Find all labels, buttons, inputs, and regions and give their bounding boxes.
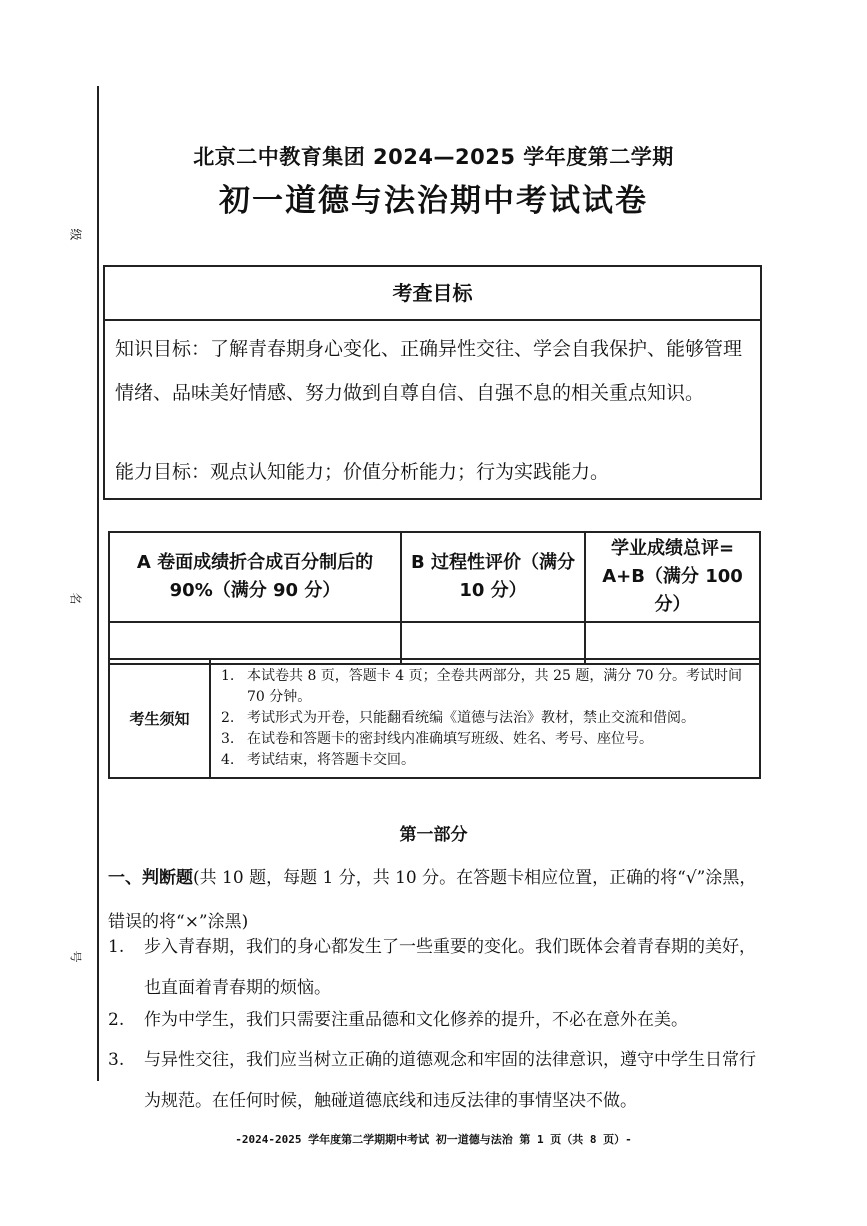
- score-col-a: A 卷面成绩折合成百分制后的 90%（满分 90 分）: [109, 532, 401, 622]
- section-instructions: (共 10 题，每题 1 分，共 10 分。在答题卡相应位置，正确的将“√”涂黑，错误的将“×”涂黑): [108, 868, 757, 932]
- notice-label: 考生须知: [109, 659, 210, 778]
- notice-item: 3. 在试卷和答题卡的密封线内准确填写班级、姓名、考号、座位号。: [221, 731, 653, 747]
- page-footer: -2024-2025 学年度第二学期期中考试 初一道德与法治 第 1 页（共 8 页）-: [235, 1133, 632, 1146]
- score-col-c: 学业成绩总评= A+B（满分 100 分）: [585, 532, 760, 622]
- question-item: 3. 与异性交往，我们应当树立正确的道德观念和牢固的法律意识，遵守中学生日常行为规范。在任何时候，触碰道德底线和违反法律的事情坚决不做。: [108, 1050, 756, 1111]
- objectives-box: [103, 265, 762, 500]
- ability-objective: 能力目标：观点认知能力；价值分析能力；行为实践能力。: [115, 461, 610, 483]
- objectives-heading: 考查目标: [105, 267, 760, 321]
- notice-body: [210, 659, 760, 778]
- exam-title: 初一道德与法治期中考试试卷: [219, 183, 648, 219]
- question-item: 2. 作为中学生，我们只需要注重品德和文化修养的提升，不必在意外在美。: [108, 1010, 688, 1030]
- notice-item: 1. 本试卷共 8 页，答题卡 4 页；全卷共两部分，共 25 题，满分 70 分。考试时间 70 分钟。: [221, 668, 743, 705]
- exam-header-line1: 北京二中教育集团 2024—2025 学年度第二学期: [193, 145, 674, 169]
- margin-label-class: 级: [68, 228, 83, 241]
- question-item: 1. 步入青春期，我们的身心都发生了一些重要的变化。我们既体会着青春期的美好，也直面着青春期的烦恼。: [108, 937, 756, 998]
- notice-item: 4. 考试结束，将答题卡交回。: [221, 752, 415, 768]
- candidate-notice-table: [108, 658, 761, 779]
- margin-label-number: 号: [68, 950, 83, 963]
- part-one-title: 第一部分: [399, 825, 468, 845]
- notice-item: 2. 考试形式为开卷，只能翻看统编《道德与法治》教材，禁止交流和借阅。: [221, 710, 695, 726]
- knowledge-objective: 知识目标：了解青春期身心变化、正确异性交往、学会自我保护、能够管理情绪、品味美好情感、努力做到自尊自信、自强不息的相关重点知识。: [115, 338, 743, 404]
- margin-label-name: 名: [68, 592, 83, 605]
- binding-line: [97, 86, 99, 1081]
- score-col-b: B 过程性评价（满分 10 分）: [401, 532, 585, 622]
- score-table: [108, 531, 761, 665]
- section-title: 一、判断题: [108, 868, 193, 888]
